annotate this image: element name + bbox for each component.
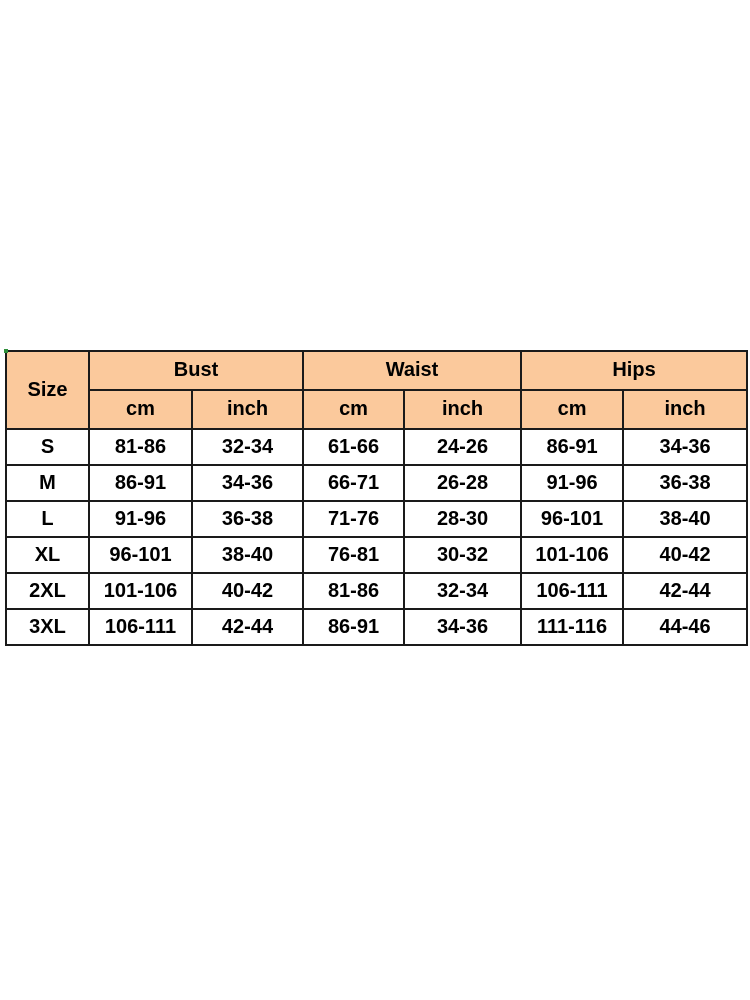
waist-cm-cell: 86-91 xyxy=(303,609,404,645)
hips-cm-cell: 106-111 xyxy=(521,573,623,609)
hips-inch-cell: 40-42 xyxy=(623,537,747,573)
hips-inch-cell: 36-38 xyxy=(623,465,747,501)
unit-header-bust-cm: cm xyxy=(89,390,192,429)
hips-cm-cell: 111-116 xyxy=(521,609,623,645)
bust-inch-cell: 32-34 xyxy=(192,429,303,465)
table-row xyxy=(6,537,747,573)
bust-cm-cell: 91-96 xyxy=(89,501,192,537)
hips-inch-cell: 34-36 xyxy=(623,429,747,465)
waist-inch-cell: 28-30 xyxy=(404,501,521,537)
waist-cm-cell: 61-66 xyxy=(303,429,404,465)
bust-inch-cell: 42-44 xyxy=(192,609,303,645)
hips-inch-cell: 38-40 xyxy=(623,501,747,537)
size-cell: 2XL xyxy=(6,573,89,609)
waist-inch-cell: 24-26 xyxy=(404,429,521,465)
waist-cm-cell: 76-81 xyxy=(303,537,404,573)
corner-marker xyxy=(4,349,8,353)
hips-inch-cell: 42-44 xyxy=(623,573,747,609)
hips-inch-cell: 44-46 xyxy=(623,609,747,645)
bust-inch-cell: 40-42 xyxy=(192,573,303,609)
unit-header-waist-inch: inch xyxy=(404,390,521,429)
bust-inch-cell: 36-38 xyxy=(192,501,303,537)
table-header xyxy=(6,351,747,429)
waist-inch-cell: 34-36 xyxy=(404,609,521,645)
size-cell: L xyxy=(6,501,89,537)
hips-cm-cell: 96-101 xyxy=(521,501,623,537)
bust-cm-cell: 81-86 xyxy=(89,429,192,465)
header-row-units xyxy=(6,390,747,429)
size-table xyxy=(5,350,748,646)
waist-inch-cell: 26-28 xyxy=(404,465,521,501)
table-row xyxy=(6,609,747,645)
bust-inch-cell: 34-36 xyxy=(192,465,303,501)
hips-cm-cell: 101-106 xyxy=(521,537,623,573)
table-row xyxy=(6,429,747,465)
header-row-groups xyxy=(6,351,747,390)
group-header-hips: Hips xyxy=(521,351,747,390)
table-row xyxy=(6,501,747,537)
size-cell: S xyxy=(6,429,89,465)
unit-header-hips-inch: inch xyxy=(623,390,747,429)
bust-cm-cell: 96-101 xyxy=(89,537,192,573)
waist-cm-cell: 81-86 xyxy=(303,573,404,609)
waist-inch-cell: 32-34 xyxy=(404,573,521,609)
waist-cm-cell: 66-71 xyxy=(303,465,404,501)
hips-cm-cell: 86-91 xyxy=(521,429,623,465)
hips-cm-cell: 91-96 xyxy=(521,465,623,501)
bust-inch-cell: 38-40 xyxy=(192,537,303,573)
bust-cm-cell: 101-106 xyxy=(89,573,192,609)
bust-cm-cell: 106-111 xyxy=(89,609,192,645)
waist-cm-cell: 71-76 xyxy=(303,501,404,537)
size-cell: 3XL xyxy=(6,609,89,645)
unit-header-waist-cm: cm xyxy=(303,390,404,429)
size-chart xyxy=(5,350,746,646)
size-cell: XL xyxy=(6,537,89,573)
group-header-bust: Bust xyxy=(89,351,303,390)
unit-header-bust-inch: inch xyxy=(192,390,303,429)
size-cell: M xyxy=(6,465,89,501)
unit-header-hips-cm: cm xyxy=(521,390,623,429)
table-body xyxy=(6,429,747,645)
size-header: Size xyxy=(6,351,89,429)
bust-cm-cell: 86-91 xyxy=(89,465,192,501)
waist-inch-cell: 30-32 xyxy=(404,537,521,573)
table-row xyxy=(6,465,747,501)
group-header-waist: Waist xyxy=(303,351,521,390)
table-row xyxy=(6,573,747,609)
